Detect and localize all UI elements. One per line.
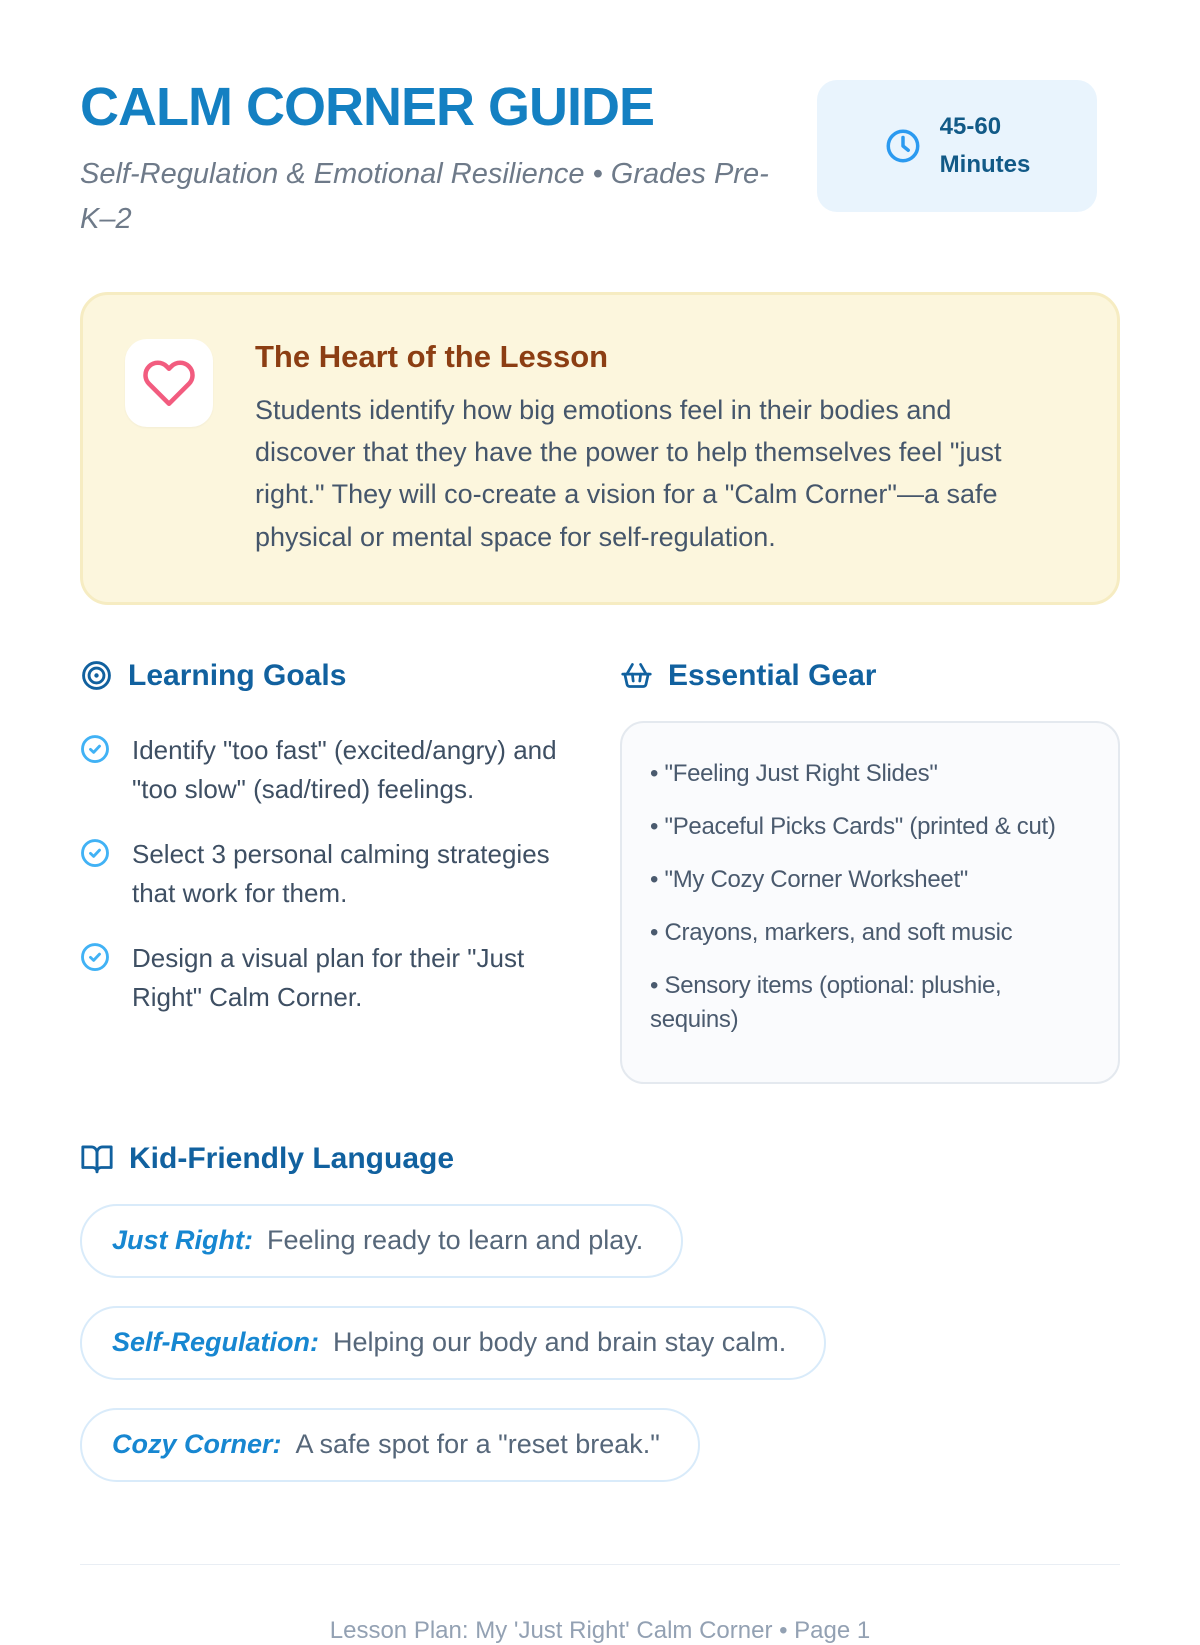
goals-and-gear-section bbox=[80, 659, 1120, 1084]
goal-text: Select 3 personal calming strategies that work for them. bbox=[132, 838, 550, 908]
overview-content bbox=[255, 339, 1055, 557]
vocab-pill bbox=[80, 1306, 826, 1380]
goal-item bbox=[80, 731, 580, 809]
essential-gear-label: Essential Gear bbox=[668, 658, 877, 692]
gear-item: • "Feeling Just Right Slides" bbox=[650, 757, 1090, 791]
heart-icon bbox=[142, 356, 196, 410]
footer-text: Lesson Plan: My 'Just Right' Calm Corner • Page 1 bbox=[329, 1617, 871, 1645]
duration-value: 45-60 bbox=[939, 112, 1002, 140]
vocab-pill-row bbox=[80, 1306, 1120, 1380]
page-title: CALM CORNER GUIDE bbox=[80, 77, 654, 137]
learning-goals-heading bbox=[80, 659, 580, 693]
overview-heading: The Heart of the Lesson bbox=[255, 339, 609, 375]
check-circle-icon bbox=[80, 734, 110, 809]
gear-item: • "My Cozy Corner Worksheet" bbox=[650, 863, 1090, 897]
vocab-term: Cozy Corner: bbox=[112, 1429, 282, 1460]
check-circle-icon bbox=[80, 942, 110, 1017]
learning-goals-list bbox=[80, 731, 580, 1017]
vocab-term: Self-Regulation: bbox=[112, 1327, 319, 1358]
footer-divider bbox=[80, 1564, 1120, 1565]
gear-item: • Sensory items (optional: plushie, sequins) bbox=[650, 969, 1090, 1037]
duration-unit: Minutes bbox=[939, 151, 1031, 178]
heart-icon-card bbox=[125, 339, 213, 427]
learning-goals-column bbox=[80, 659, 580, 1084]
overview-body: Students identify how big emotions feel in their bodies and discover that they have the power to help themselves feel "just right." They will co-create a vision for a "Calm Corner"—a safe physical or mental space for self-regulation. bbox=[255, 395, 1002, 552]
vocab-definition: Feeling ready to learn and play. bbox=[267, 1225, 644, 1256]
gear-item: • Crayons, markers, and soft music bbox=[650, 916, 1090, 950]
goal-text: Identify "too fast" (excited/angry) and "too slow" (sad/tired) feelings. bbox=[132, 734, 557, 804]
open-book-icon bbox=[80, 1142, 114, 1176]
essential-gear-heading bbox=[620, 659, 1120, 693]
essential-gear-column bbox=[620, 659, 1120, 1084]
duration-text bbox=[940, 108, 1031, 185]
vocab-term: Just Right: bbox=[112, 1225, 253, 1256]
learning-goals-label: Learning Goals bbox=[128, 658, 347, 692]
check-circle-icon bbox=[80, 838, 110, 913]
vocab-pill-row bbox=[80, 1204, 1120, 1278]
vocabulary-label: Kid-Friendly Language bbox=[129, 1142, 455, 1176]
vocabulary-heading bbox=[80, 1142, 1120, 1176]
gear-item: • "Peaceful Picks Cards" (printed & cut) bbox=[650, 810, 1090, 844]
target-icon bbox=[80, 659, 113, 692]
lesson-overview-card bbox=[80, 292, 1120, 604]
goal-text: Design a visual plan for their "Just Right" Calm Corner. bbox=[132, 942, 525, 1012]
duration-badge bbox=[817, 80, 1097, 212]
goal-item bbox=[80, 939, 580, 1017]
goal-item bbox=[80, 835, 580, 913]
essential-gear-card bbox=[620, 721, 1120, 1084]
vocab-definition: Helping our body and brain stay calm. bbox=[333, 1327, 787, 1358]
shopping-basket-icon bbox=[620, 659, 653, 692]
vocab-pill bbox=[80, 1408, 700, 1482]
page-subtitle: Self-Regulation & Emotional Resilience • Grades Pre-K–2 bbox=[80, 158, 769, 236]
clock-icon bbox=[884, 127, 922, 165]
vocabulary-section bbox=[80, 1142, 1120, 1482]
vocab-pill-row bbox=[80, 1408, 1120, 1482]
header bbox=[80, 78, 1120, 242]
vocab-pill bbox=[80, 1204, 683, 1278]
vocab-definition: A safe spot for a "reset break." bbox=[295, 1429, 660, 1460]
